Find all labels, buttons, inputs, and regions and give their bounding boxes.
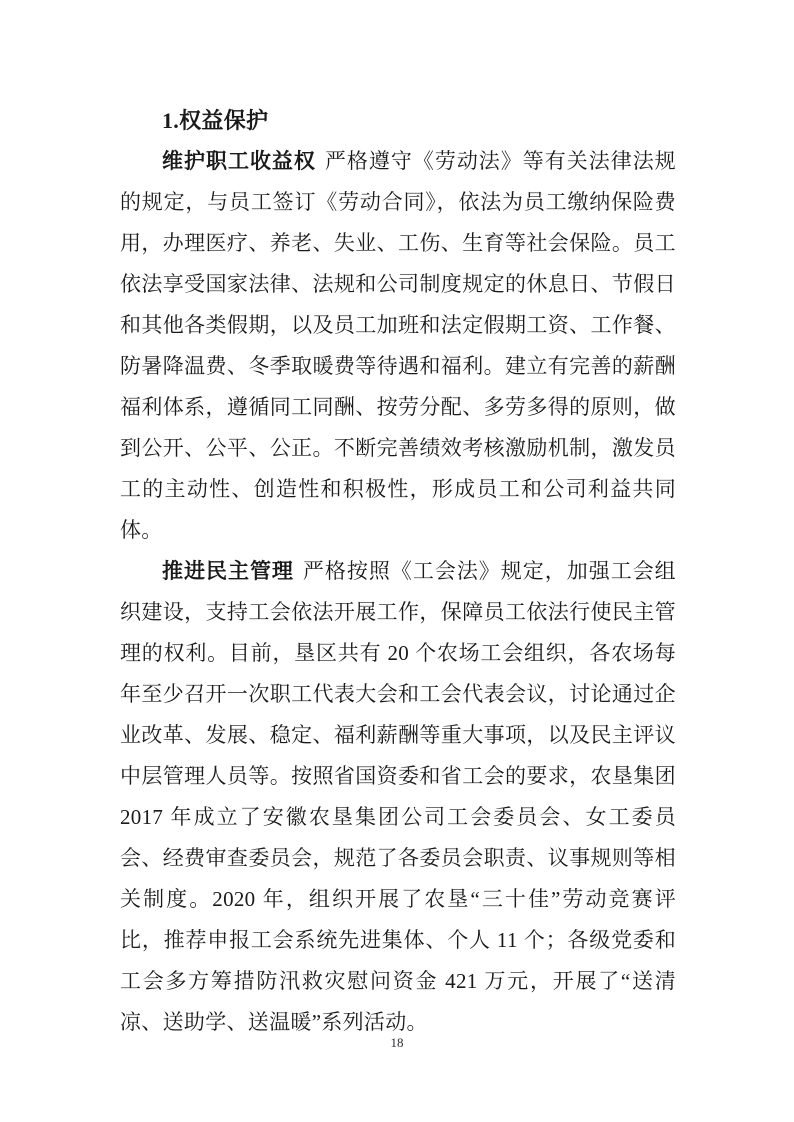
page-footer bbox=[0, 1034, 794, 1052]
paragraph-body-text: 严格遵守《劳动法》等有关法律法规的规定，与员工签订《劳动合同》，依法为员工缴纳保险费用，办理医疗、养老、失业、工伤、生育等社会保险。员工依法享受国家法律、法规和公司制度规定的休息日、节假日和其他各类假期，以及员工加班和法定假期工资、工作餐、防暑降温费、冬季取暖费等待遇和福利。建立有完善的薪酬福利体系，遵循同工同酬、按劳分配、多劳多得的原则，做到公开、公平、公正。不断完善绩效考核激励机制，激发员工的主动性、创造性和积极性，形成员工和公司利益共同体。 bbox=[120, 149, 676, 542]
paragraph-democratic-management bbox=[120, 551, 676, 1043]
paragraph-rights-protection bbox=[120, 141, 676, 551]
paragraph-body-text: 严格按照《工会法》规定，加强工会组织建设，支持工会依法开展工作，保障员工依法行使民主管理的权利。目前，垦区共有 20 个农场工会组织，各农场每年至少召开一次职工代表大会和工会代表会议，讨论通过企业改革、发展、稳定、福利薪酬等重大事项，以及民主评议中层管理人员等。按照省国资委和省工会的要求，农垦集团 2017 年成立了安徽农垦集团公司工会委员会、女工委员会、经费审查委员会，规范了各委员会职责、议事规则等相关制度。2020 年，组织开展了农垦“三十佳”劳动竞赛评比，推荐申报工会系统先进集体、个人 11 个；各级党委和工会多方筹措防汛救灾慰问资金 421 万元，开展了“送清凉、送助学、送温暖”系列活动。 bbox=[120, 559, 676, 1034]
paragraph-lead-bold: 推进民主管理 bbox=[162, 559, 294, 583]
page-content bbox=[120, 100, 676, 1043]
page-number: 18 bbox=[390, 1035, 404, 1050]
section-heading: 1.权益保护 bbox=[162, 108, 269, 133]
paragraph-lead-bold: 维护职工收益权 bbox=[162, 149, 316, 173]
